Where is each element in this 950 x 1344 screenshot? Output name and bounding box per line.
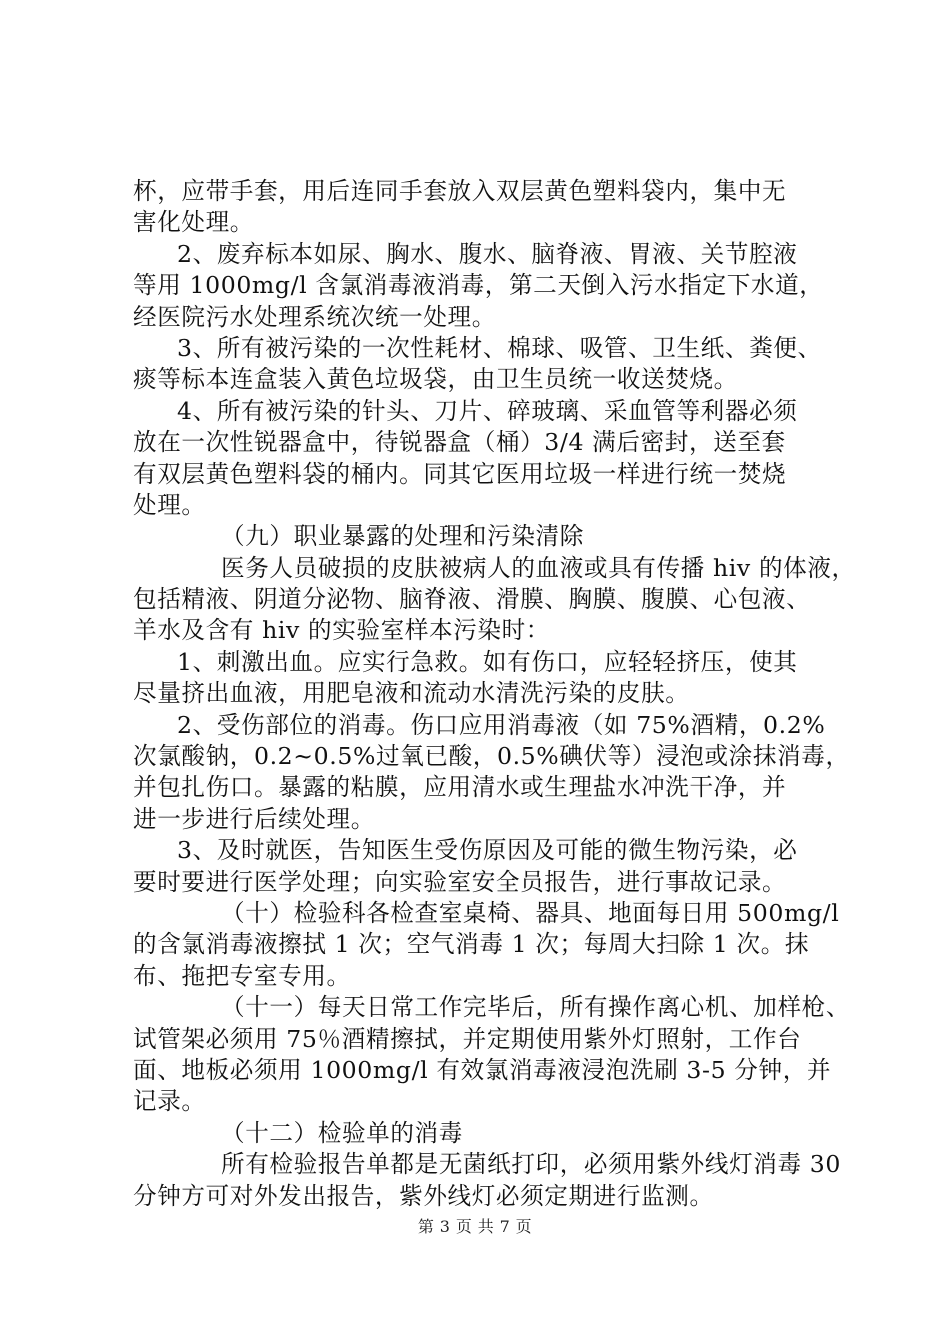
text-line: （十一）每天日常工作完毕后，所有操作离心机、加样枪、 [221,993,851,1022]
text-line: 放在一次性锐器盒中，待锐器盒（桶）3/4 满后密封，送至套 [133,428,786,457]
text-line: 记录。 [133,1087,206,1116]
text-line: 经医院污水处理系统次统一处理。 [133,302,496,331]
text-line: 2、受伤部位的消毒。伤口应用消毒液（如 75%酒精，0.2% [177,710,826,739]
text-line: 处理。 [133,490,206,519]
text-line: 的含氯消毒液擦拭 1 次；空气消毒 1 次；每周大扫除 1 次。抹 [133,930,810,959]
page-footer: 第 3 页 共 7 页 [417,1217,533,1236]
text-line: 尽量挤出血液，用肥皂液和流动水清洗污染的皮肤。 [133,679,690,708]
text-line: 进一步进行后续处理。 [133,804,375,833]
text-line: 等用 1000mg/l 含氯消毒液消毒，第二天倒入污水指定下水道， [133,271,824,300]
text-line: 次氯酸钠，0.2~0.5%过氧已酸，0.5%碘伏等）浸泡或涂抹消毒， [133,742,850,771]
text-line: （十二）检验单的消毒 [221,1118,463,1147]
text-line: 3、所有被污染的一次性耗材、棉球、吸管、卫生纸、粪便、 [177,333,822,362]
text-line: 痰等标本连盒装入黄色垃圾袋，由卫生员统一收送焚烧。 [133,365,738,394]
text-line: 试管架必须用 75％酒精擦拭，并定期使用紫外灯照射，工作台 [133,1024,802,1053]
text-line: 医务人员破损的皮肤被病人的血液或具有传播 hiv 的体液， [221,553,856,582]
document-body [133,176,856,1212]
text-line: 害化处理。 [133,208,254,237]
text-line: 面、地板必须用 1000mg/l 有效氯消毒液浸泡洗刷 3-5 分钟，并 [133,1055,832,1084]
text-line: 4、所有被污染的针头、刀片、碎玻璃、采血管等利器必须 [177,396,798,425]
text-line: 羊水及含有 hiv 的实验室样本污染时： [133,616,550,645]
text-line: （十）检验科各检查室桌椅、器具、地面每日用 500mg/l [221,898,840,927]
text-line: 杯，应带手套，用后连同手套放入双层黄色塑料袋内，集中无 [133,177,787,205]
text-line: 1、刺激出血。应实行急救。如有伤口，应轻轻挤压，使其 [177,647,798,676]
text-line: 所有检验报告单都是无菌纸打印，必须用紫外线灯消毒 30 [221,1150,841,1179]
text-line: 2、废弃标本如尿、胸水、腹水、脑脊液、胃液、关节腔液 [177,239,798,268]
text-line: 分钟方可对外发出报告，紫外线灯必须定期进行监测。 [133,1181,714,1210]
text-line: 要时要进行医学处理；向实验室安全员报告，进行事故记录。 [133,867,787,896]
text-line: 3、及时就医，告知医生受伤原因及可能的微生物污染，必 [177,836,798,865]
text-line: （九）职业暴露的处理和污染清除 [221,522,584,551]
text-line: 布、拖把专室专用。 [133,961,351,990]
text-line: 包括精液、阴道分泌物、脑脊液、滑膜、胸膜、腹膜、心包液、 [133,585,811,614]
text-line: 并包扎伤口。暴露的粘膜，应用清水或生理盐水冲洗干净，并 [133,773,787,802]
text-line: 有双层黄色塑料袋的桶内。同其它医用垃圾一样进行统一焚烧 [133,459,787,488]
